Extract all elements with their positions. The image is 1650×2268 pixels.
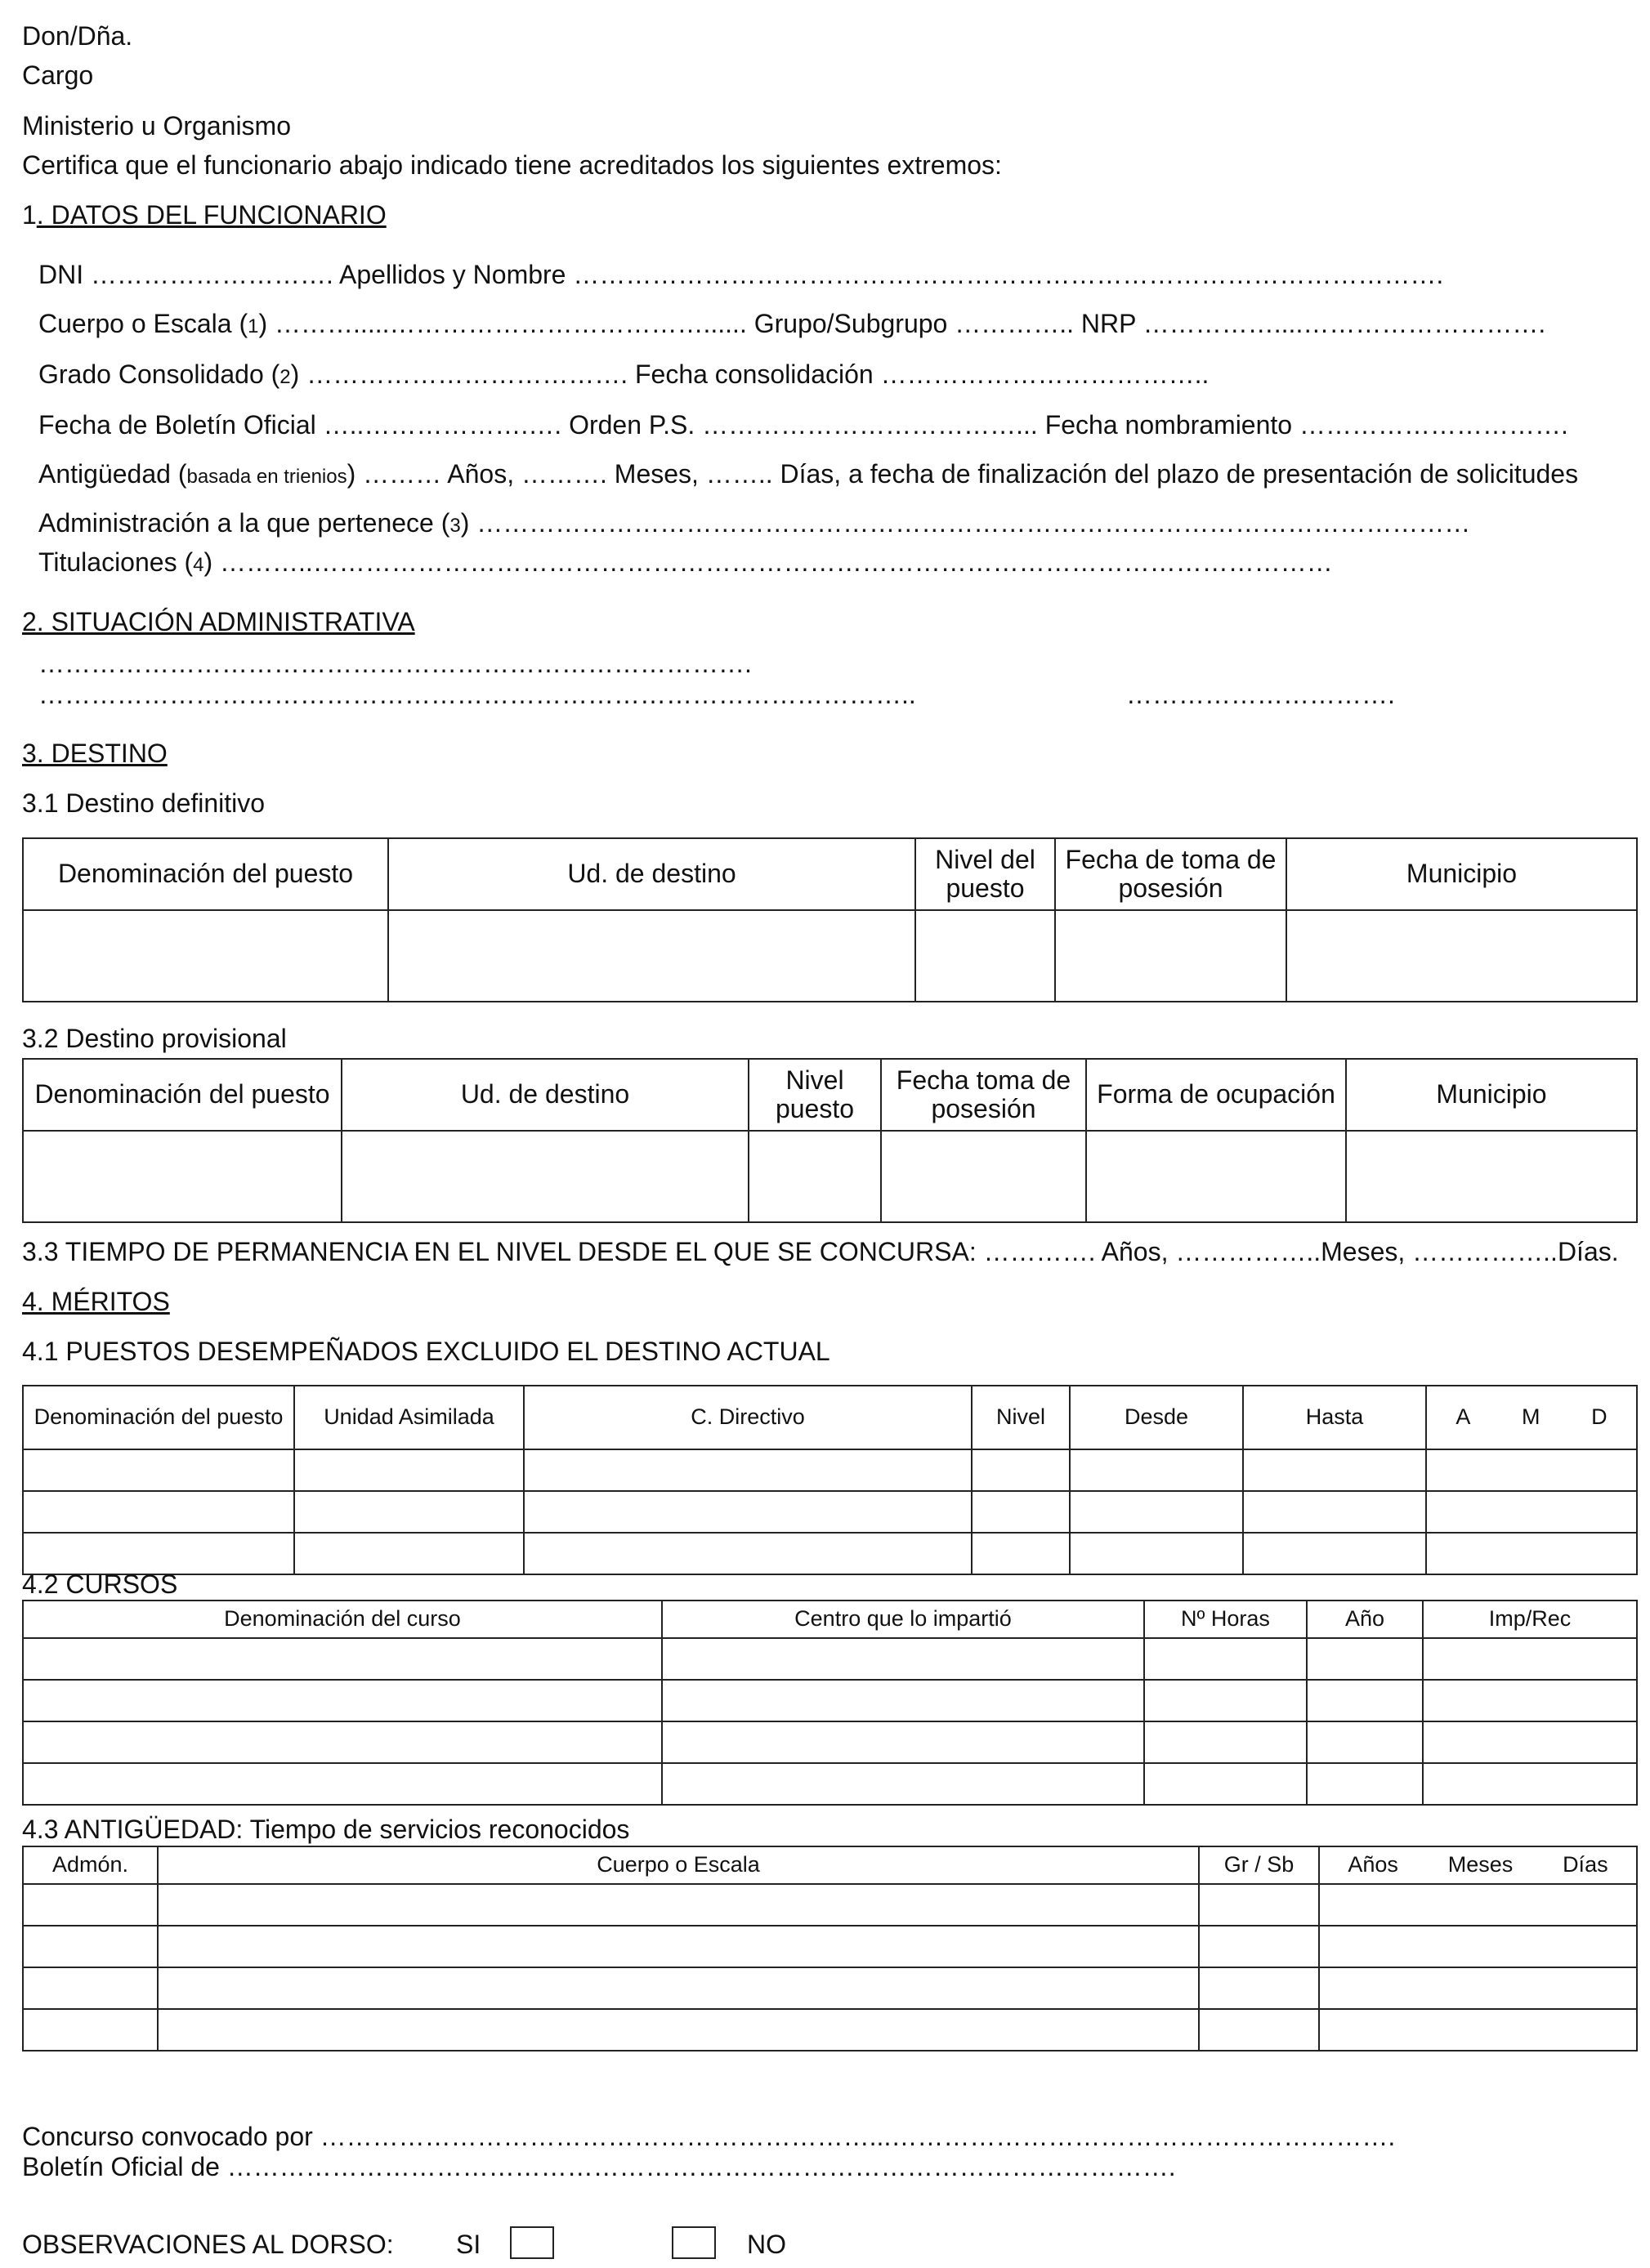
cell[interactable] [1307,1721,1423,1763]
table-row [23,1449,1637,1491]
header-nivel: Nivel puesto [749,1059,881,1131]
cell[interactable] [972,1533,1070,1574]
administracion-text: Administración a la que pertenece ( [38,508,450,538]
cell[interactable] [524,1533,972,1574]
cell[interactable] [23,1131,342,1222]
cell[interactable] [1286,910,1637,1002]
cell[interactable] [294,1533,524,1574]
header-anos: Años [1348,1852,1398,1877]
table-row [23,1721,1637,1763]
cell[interactable] [294,1449,524,1491]
table-row [23,1680,1637,1721]
section-1-title [22,200,387,230]
table-row [23,1926,1637,1967]
section-4-title: 4. MÉRITOS [22,1287,170,1316]
titulaciones-line [38,547,1333,578]
note-ref-1: 1 [248,315,259,337]
section-1-number: 1 [22,200,37,230]
header-cuerpo-escala: Cuerpo o Escala [158,1846,1199,1884]
cell[interactable] [1319,1967,1637,2009]
header-amd [1426,1386,1637,1449]
cell[interactable] [1055,910,1286,1002]
header-nivel: Nivel del puesto [915,838,1055,910]
cell[interactable] [1307,1763,1423,1805]
cell[interactable] [662,1721,1144,1763]
cell[interactable] [1423,1638,1637,1680]
header-denominacion: Denominación del puesto [23,1386,294,1449]
si-checkbox[interactable] [510,2226,554,2259]
grado-text: Grado Consolidado ( [38,359,280,389]
section-2-title: 2. SITUACIÓN ADMINISTRATIVA [22,607,415,636]
cell[interactable] [524,1449,972,1491]
destino-provisional-title: 3.2 Destino provisional [22,1024,287,1053]
cell[interactable] [1319,1926,1637,1967]
cell[interactable] [1426,1533,1637,1574]
si-label: SI [456,2230,481,2259]
note-ref-3: 3 [449,515,461,537]
antiguedad-text: Antigüedad ( [38,459,187,489]
administracion-line [38,508,1470,538]
tiempo-permanencia-line: 3.3 TIEMPO DE PERMANENCIA EN EL NIVEL DESDE EL QUE SE CONCURSA: …………. Años, ……………..Meses, ……………..Días. [22,1237,1619,1266]
cell[interactable] [23,1638,662,1680]
table-row [23,910,1637,1002]
cell[interactable] [23,1926,158,1967]
no-checkbox[interactable] [672,2226,716,2259]
situacion-dots-1: ………………………………………………………………………. [38,649,752,678]
header-ano: Año [1307,1601,1423,1638]
cell[interactable] [388,910,915,1002]
antiguedad-section-title: 4.3 ANTIGÜEDAD: Tiempo de servicios reconocidos [22,1815,630,1844]
header-admon: Admón. [23,1846,158,1884]
table-row [23,1533,1637,1574]
cell[interactable] [1243,1491,1426,1533]
don-label: Don/Dña. [22,21,133,51]
header-fecha-toma: Fecha de toma de posesión [1055,838,1286,910]
cell[interactable] [23,1449,294,1491]
cargo-label: Cargo [22,60,94,90]
header-dias: Días [1563,1852,1608,1877]
destino-definitivo-title: 3.1 Destino definitivo [22,788,266,818]
antiguedad-line [38,459,1578,489]
cell[interactable] [972,1449,1070,1491]
grado-dots: ) ………………………………. Fecha consolidación ……………………………….. [290,359,1210,389]
header-desde: Desde [1070,1386,1243,1449]
header-denominacion: Denominación del puesto [23,838,388,910]
header-gr-sb: Gr / Sb [1199,1846,1319,1884]
table-row [23,2009,1637,2051]
cuerpo-text: Cuerpo o Escala ( [38,309,248,338]
cell[interactable] [23,1533,294,1574]
boletin-line: Fecha de Boletín Oficial …..……………….…. Orden P.S. ………………………………... Fecha nombramiento …………………………. [38,410,1568,440]
header-c-directivo: C. Directivo [524,1386,972,1449]
cell[interactable] [23,2009,158,2051]
destino-provisional-table [22,1058,1638,1223]
titulaciones-text: Titulaciones ( [38,547,194,577]
observaciones-label: OBSERVACIONES AL DORSO: [22,2230,394,2259]
cell[interactable] [23,1884,158,1926]
header-municipio: Municipio [1286,838,1637,910]
cell[interactable] [1144,1721,1307,1763]
header-unidad-asimilada: Unidad Asimilada [294,1386,524,1449]
cell[interactable] [1426,1491,1637,1533]
section-3-title: 3. DESTINO [22,739,168,768]
puestos-table [22,1385,1638,1575]
header-meses: Meses [1447,1852,1514,1877]
cell[interactable] [524,1491,972,1533]
cell[interactable] [158,2009,1199,2051]
header-tiempo [1319,1846,1637,1884]
cell[interactable] [23,1763,662,1805]
cell[interactable] [662,1638,1144,1680]
cell[interactable] [881,1131,1086,1222]
certifica-text: Certifica que el funcionario abajo indicado tiene acreditados los siguientes extremos: [22,150,1002,180]
table-row [23,1967,1637,2009]
cell[interactable] [158,1926,1199,1967]
cell[interactable] [1070,1449,1243,1491]
administracion-dots: ) …………………………………………………………………………………………………… [460,508,1471,538]
cell[interactable] [749,1131,881,1222]
header-imp-rec: Imp/Rec [1423,1601,1637,1638]
cell[interactable] [1423,1721,1637,1763]
cell[interactable] [1307,1680,1423,1721]
header-horas: Nº Horas [1144,1601,1307,1638]
boletin-oficial-line: Boletín Oficial de ………………………………………………………………………………………………. [22,2152,1176,2181]
cell[interactable] [1243,1449,1426,1491]
table-row [23,1884,1637,1926]
header-m: M [1522,1404,1540,1430]
cell[interactable] [1423,1680,1637,1721]
header-ud-destino: Ud. de destino [342,1059,749,1131]
cell[interactable] [294,1491,524,1533]
antiguedad-table [22,1846,1638,2051]
cell[interactable] [1319,2009,1637,2051]
antiguedad-note: basada en trienios [186,466,347,488]
table-row [23,1763,1637,1805]
cell[interactable] [23,1721,662,1763]
cell[interactable] [1199,1926,1319,1967]
dni-line: DNI ………………………. Apellidos y Nombre ………………………………………………………………………………………. [38,260,1444,289]
cell[interactable] [1144,1763,1307,1805]
cursos-table [22,1600,1638,1806]
cell[interactable] [1243,1533,1426,1574]
no-label: NO [747,2230,786,2259]
destino-definitivo-table [22,837,1638,1002]
cell[interactable] [23,910,388,1002]
note-ref-2: 2 [279,366,291,388]
cell[interactable] [662,1680,1144,1721]
cell[interactable] [1307,1638,1423,1680]
cell[interactable] [1199,1967,1319,2009]
cell[interactable] [158,1967,1199,2009]
note-ref-4: 4 [193,554,204,576]
cell[interactable] [1086,1131,1346,1222]
header-a: A [1455,1404,1471,1430]
cell[interactable] [1144,1638,1307,1680]
header-hasta: Hasta [1243,1386,1426,1449]
ministerio-label: Ministerio u Organismo [22,111,291,141]
cell[interactable] [915,910,1055,1002]
cell[interactable] [1319,1884,1637,1926]
cell[interactable] [1070,1533,1243,1574]
titulaciones-dots: ) ………..……………………………………………………………………………………………………… [203,547,1333,577]
cuerpo-dots: ) ……….....………………………………...... Grupo/Subgrupo ………….. NRP ……………....………………………. [258,309,1546,338]
cell[interactable] [662,1763,1144,1805]
table-row [23,1491,1637,1533]
cuerpo-line [38,309,1545,339]
puestos-title: 4.1 PUESTOS DESEMPEÑADOS EXCLUIDO EL DESTINO ACTUAL [22,1337,830,1366]
cell[interactable] [342,1131,749,1222]
header-d: D [1591,1404,1608,1430]
table-row [23,1131,1637,1222]
cell[interactable] [972,1491,1070,1533]
cell[interactable] [1346,1131,1637,1222]
cell[interactable] [1144,1680,1307,1721]
antiguedad-dots: ) ……… Años, ………. Meses, …….. Días, a fecha de finalización del plazo de presentación de solicitudes [347,459,1579,489]
header-denominacion-curso: Denominación del curso [23,1601,662,1638]
table-row [23,1638,1637,1680]
header-nivel: Nivel [972,1386,1070,1449]
header-fecha-toma: Fecha toma de posesión [881,1059,1086,1131]
cell[interactable] [1199,1884,1319,1926]
cell[interactable] [23,1967,158,2009]
header-municipio: Municipio [1346,1059,1637,1131]
header-centro: Centro que lo impartió [662,1601,1144,1638]
cell[interactable] [23,1491,294,1533]
section-1-heading: . DATOS DEL FUNCIONARIO [36,200,387,230]
header-ud-destino: Ud. de destino [388,838,915,910]
cell[interactable] [1199,2009,1319,2051]
cell[interactable] [1426,1449,1637,1491]
concurso-line: Concurso convocado por ………………………………………………………...…………………………………………………. [22,2122,1396,2151]
header-forma-ocupacion: Forma de ocupación [1086,1059,1346,1131]
cell[interactable] [23,1680,662,1721]
situacion-dots-2: ……………………………………………………………………………………….. [38,680,916,709]
situacion-dots-3: …………………………. [1126,680,1395,709]
cursos-title: 4.2 CURSOS [22,1569,178,1599]
cell[interactable] [1070,1491,1243,1533]
header-denominacion: Denominación del puesto [23,1059,342,1131]
cell[interactable] [1423,1763,1637,1805]
cell[interactable] [158,1884,1199,1926]
grado-line [38,359,1209,390]
